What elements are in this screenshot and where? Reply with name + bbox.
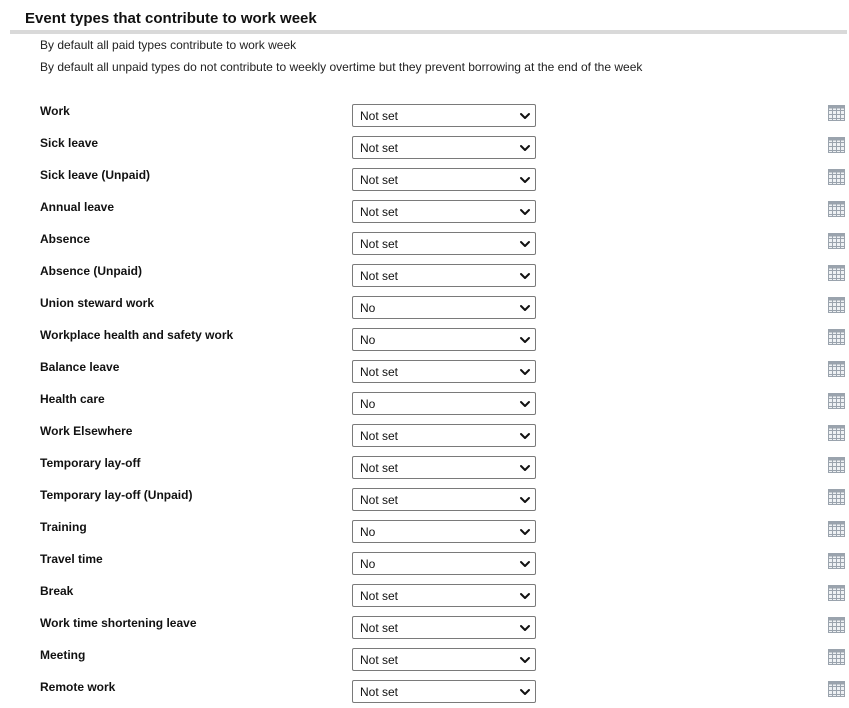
calendar-icon[interactable] — [828, 297, 845, 313]
event-type-label: Temporary lay-off (Unpaid) — [40, 488, 193, 502]
contribution-select[interactable] — [352, 488, 536, 511]
contribution-select[interactable] — [352, 232, 536, 255]
event-type-label: Workplace health and safety work — [40, 328, 234, 342]
event-type-row — [0, 388, 849, 420]
contribution-select[interactable] — [352, 200, 536, 223]
calendar-icon[interactable] — [828, 681, 845, 697]
contribution-select[interactable] — [352, 104, 536, 127]
event-type-label: Work time shortening leave — [40, 616, 197, 630]
contribution-select[interactable] — [352, 584, 536, 607]
description-paid: By default all paid types contribute to work week — [40, 38, 297, 52]
contribution-select-value: Not set — [360, 237, 399, 251]
chevron-down-icon — [519, 335, 531, 345]
chevron-down-icon — [519, 111, 531, 121]
section-header — [10, 0, 847, 34]
calendar-icon[interactable] — [828, 553, 845, 569]
contribution-select-value: Not set — [360, 205, 399, 219]
chevron-down-icon — [519, 399, 531, 409]
contribution-select-value: Not set — [360, 589, 399, 603]
calendar-icon[interactable] — [828, 521, 845, 537]
event-type-row — [0, 292, 849, 324]
description-unpaid: By default all unpaid types do not contribute to weekly overtime but they prevent borrowing at the end of the week — [40, 60, 643, 74]
event-type-label: Work — [40, 104, 70, 118]
calendar-icon[interactable] — [828, 425, 845, 441]
contribution-select-value: Not set — [360, 493, 399, 507]
contribution-select[interactable] — [352, 520, 536, 543]
section-title: Event types that contribute to work week — [25, 10, 317, 27]
event-type-row — [0, 228, 849, 260]
contribution-select-value: Not set — [360, 109, 399, 123]
chevron-down-icon — [519, 687, 531, 697]
contribution-select[interactable] — [352, 424, 536, 447]
contribution-select-value: No — [360, 557, 376, 571]
event-type-label: Union steward work — [40, 296, 155, 310]
calendar-icon[interactable] — [828, 169, 845, 185]
contribution-select[interactable] — [352, 168, 536, 191]
event-type-row — [0, 100, 849, 132]
contribution-select[interactable] — [352, 456, 536, 479]
calendar-icon[interactable] — [828, 329, 845, 345]
calendar-icon[interactable] — [828, 265, 845, 281]
chevron-down-icon — [519, 207, 531, 217]
contribution-select-value: Not set — [360, 653, 399, 667]
contribution-select[interactable] — [352, 552, 536, 575]
chevron-down-icon — [519, 559, 531, 569]
chevron-down-icon — [519, 143, 531, 153]
event-type-label: Meeting — [40, 648, 86, 662]
contribution-select-value: Not set — [360, 621, 399, 635]
chevron-down-icon — [519, 239, 531, 249]
event-type-label: Travel time — [40, 552, 103, 566]
event-type-label: Health care — [40, 392, 105, 406]
event-type-label: Absence (Unpaid) — [40, 264, 143, 278]
event-type-row — [0, 548, 849, 580]
event-type-row — [0, 132, 849, 164]
calendar-icon[interactable] — [828, 361, 845, 377]
contribution-select-value: Not set — [360, 141, 399, 155]
calendar-icon[interactable] — [828, 585, 845, 601]
calendar-icon[interactable] — [828, 457, 845, 473]
contribution-select[interactable] — [352, 296, 536, 319]
event-type-row — [0, 612, 849, 644]
contribution-select[interactable] — [352, 264, 536, 287]
chevron-down-icon — [519, 623, 531, 633]
chevron-down-icon — [519, 303, 531, 313]
contribution-select[interactable] — [352, 328, 536, 351]
contribution-select-value: No — [360, 301, 376, 315]
event-type-label: Temporary lay-off — [40, 456, 141, 470]
chevron-down-icon — [519, 367, 531, 377]
event-type-row — [0, 484, 849, 516]
event-type-label: Sick leave — [40, 136, 99, 150]
calendar-icon[interactable] — [828, 233, 845, 249]
event-type-label: Sick leave (Unpaid) — [40, 168, 151, 182]
chevron-down-icon — [519, 495, 531, 505]
calendar-icon[interactable] — [828, 649, 845, 665]
event-type-row — [0, 260, 849, 292]
chevron-down-icon — [519, 463, 531, 473]
event-type-label: Absence — [40, 232, 91, 246]
event-type-row — [0, 644, 849, 676]
chevron-down-icon — [519, 655, 531, 665]
event-type-row — [0, 580, 849, 612]
contribution-select[interactable] — [352, 680, 536, 703]
chevron-down-icon — [519, 591, 531, 601]
chevron-down-icon — [519, 175, 531, 185]
event-type-row — [0, 164, 849, 196]
event-type-row — [0, 196, 849, 228]
contribution-select[interactable] — [352, 360, 536, 383]
event-type-label: Remote work — [40, 680, 116, 694]
chevron-down-icon — [519, 431, 531, 441]
contribution-select-value: Not set — [360, 173, 399, 187]
event-type-row — [0, 516, 849, 548]
event-type-label: Work Elsewhere — [40, 424, 133, 438]
contribution-select-value: Not set — [360, 269, 399, 283]
contribution-select-value: Not set — [360, 685, 399, 699]
contribution-select-value: Not set — [360, 461, 399, 475]
chevron-down-icon — [519, 271, 531, 281]
contribution-select-value: Not set — [360, 429, 399, 443]
calendar-icon[interactable] — [828, 393, 845, 409]
contribution-select[interactable] — [352, 392, 536, 415]
contribution-select[interactable] — [352, 136, 536, 159]
event-type-row — [0, 676, 849, 708]
event-type-label: Balance leave — [40, 360, 120, 374]
calendar-icon[interactable] — [828, 137, 845, 153]
event-type-list — [0, 100, 849, 708]
calendar-icon[interactable] — [828, 489, 845, 505]
contribution-select-value: No — [360, 333, 376, 347]
contribution-select[interactable] — [352, 648, 536, 671]
calendar-icon[interactable] — [828, 105, 845, 121]
contribution-select-value: Not set — [360, 365, 399, 379]
calendar-icon[interactable] — [828, 617, 845, 633]
event-type-label: Training — [40, 520, 87, 534]
contribution-select-value: No — [360, 397, 376, 411]
calendar-icon[interactable] — [828, 201, 845, 217]
event-type-label: Break — [40, 584, 74, 598]
chevron-down-icon — [519, 527, 531, 537]
event-type-label: Annual leave — [40, 200, 115, 214]
event-type-row — [0, 324, 849, 356]
event-type-row — [0, 420, 849, 452]
event-type-row — [0, 356, 849, 388]
contribution-select-value: No — [360, 525, 376, 539]
event-type-row — [0, 452, 849, 484]
contribution-select[interactable] — [352, 616, 536, 639]
